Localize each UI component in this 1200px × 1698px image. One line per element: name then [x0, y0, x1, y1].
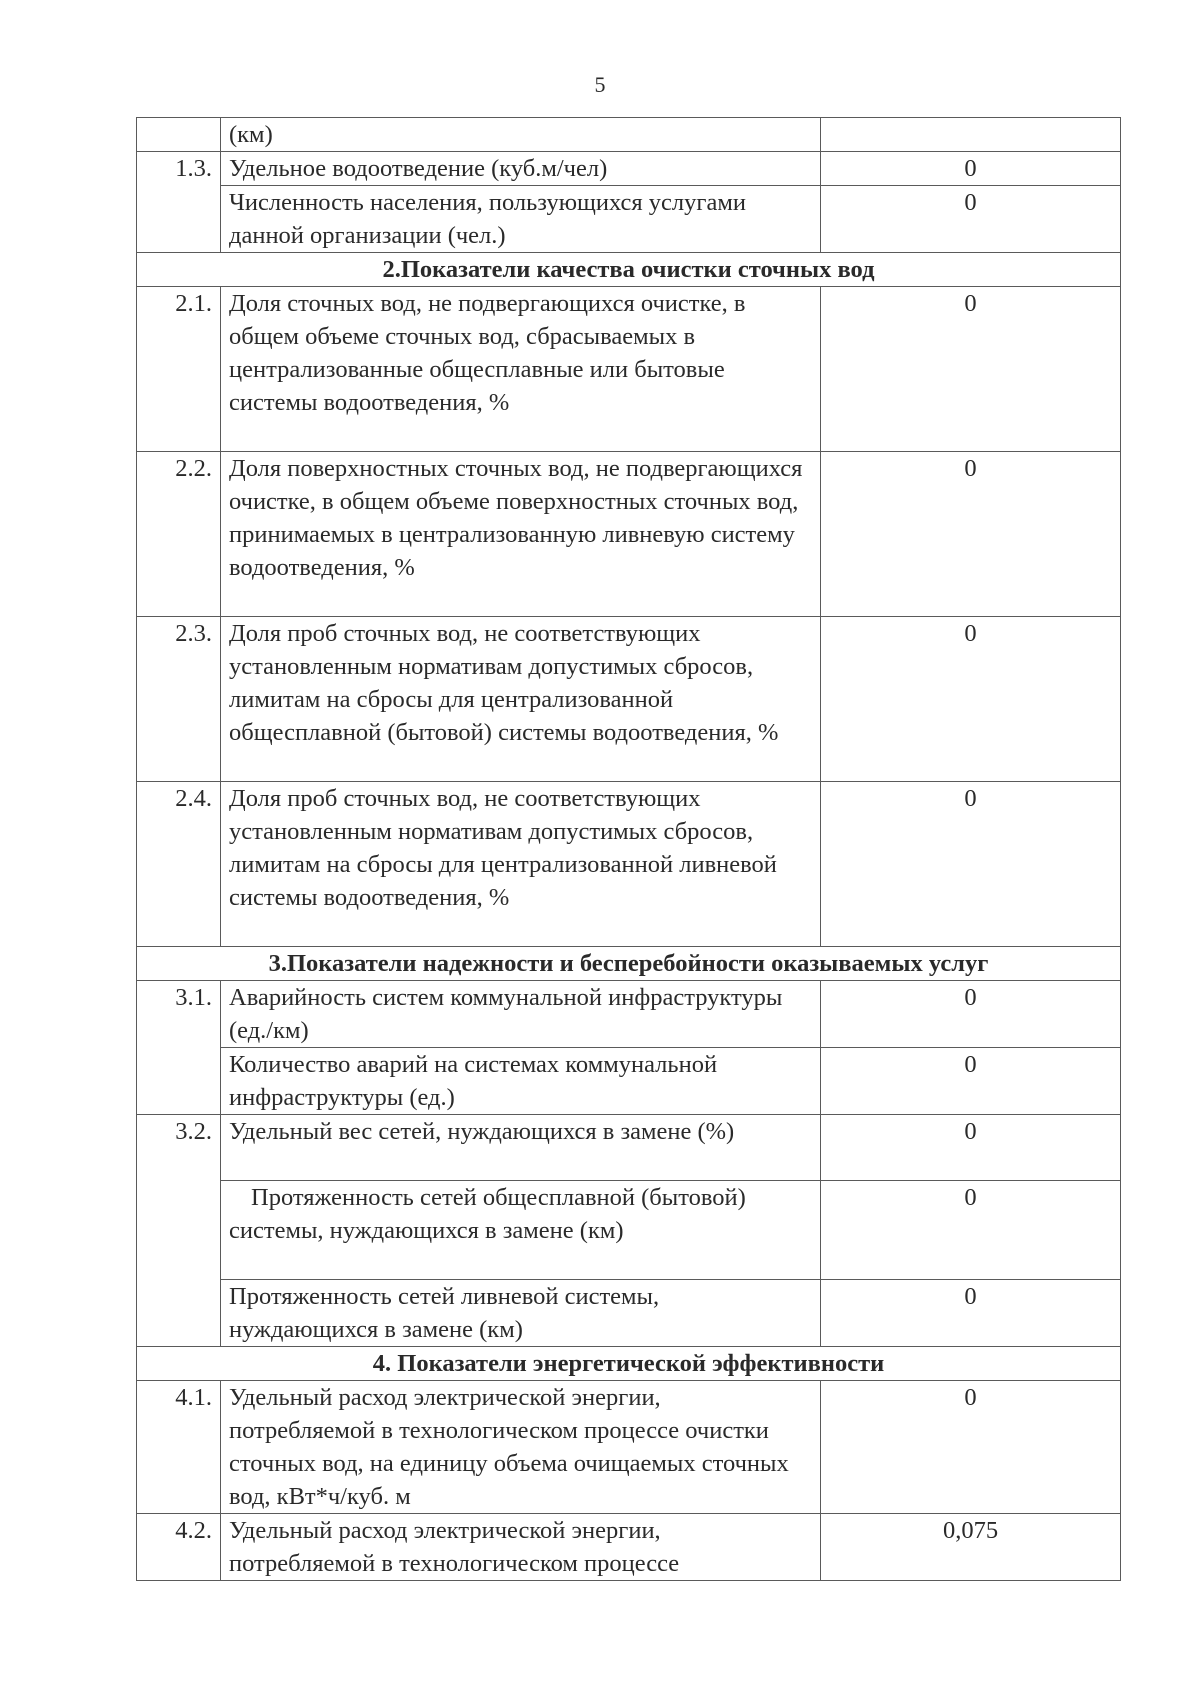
section-title: 2.Показатели качества очистки сточных вод: [137, 253, 1121, 287]
indicators-table: [136, 117, 1121, 1581]
row-value: 0: [821, 1181, 1121, 1280]
row-indicator: Доля проб сточных вод, не соответствующих установленным нормативам допустимых сбросов, лимитам на сбросы для централизованной ливневой системы водоотведения, %: [221, 782, 821, 947]
row-value: 0: [821, 782, 1121, 947]
row-number: 3.2.: [137, 1115, 221, 1347]
row-indicator: Доля поверхностных сточных вод, не подвергающихся очистке, в общем объеме поверхностных сточных вод, принимаемых в централизованную ливневую систему водоотведения, %: [221, 452, 821, 617]
section-header-row: [137, 1347, 1121, 1381]
row-value: 0: [821, 1115, 1121, 1181]
table-row: [137, 981, 1121, 1048]
table-row: [137, 287, 1121, 452]
row-number: 3.1.: [137, 981, 221, 1115]
row-value: 0: [821, 152, 1121, 186]
section-header-row: [137, 947, 1121, 981]
row-value: 0: [821, 186, 1121, 253]
section-title: 4. Показатели энергетической эффективности: [137, 1347, 1121, 1381]
row-indicator: Численность населения, пользующихся услугами данной организации (чел.): [221, 186, 821, 253]
row-number: 2.3.: [137, 617, 221, 782]
row-indicator: Удельный расход электрической энергии, потребляемой в технологическом процессе очистки сточных вод, на единицу объема очищаемых сточных вод, кВт*ч/куб. м: [221, 1381, 821, 1514]
row-number: 2.1.: [137, 287, 221, 452]
table-row: [137, 186, 1121, 253]
table-row: [137, 152, 1121, 186]
row-value: 0: [821, 452, 1121, 617]
row-value: 0: [821, 1048, 1121, 1115]
row-indicator: Удельное водоотведение (куб.м/чел): [221, 152, 821, 186]
table-row: [137, 1280, 1121, 1347]
row-indicator: Протяженность сетей общесплавной (бытовой) системы, нуждающихся в замене (км): [221, 1181, 821, 1280]
page-number: 5: [594, 72, 606, 97]
row-number: 4.1.: [137, 1381, 221, 1514]
row-indicator: Доля сточных вод, не подвергающихся очистке, в общем объеме сточных вод, сбрасываемых в централизованные общесплавные или бытовые системы водоотведения, %: [221, 287, 821, 452]
row-number: 2.2.: [137, 452, 221, 617]
table-row: [137, 782, 1121, 947]
row-number: 4.2.: [137, 1514, 221, 1581]
section-title: 3.Показатели надежности и бесперебойности оказываемых услуг: [137, 947, 1121, 981]
row-number: 1.3.: [137, 152, 221, 253]
row-value: 0: [821, 287, 1121, 452]
row-value: 0: [821, 1280, 1121, 1347]
table-row: [137, 617, 1121, 782]
row-number: [137, 118, 221, 152]
row-value: 0: [821, 981, 1121, 1048]
table-row: [137, 1181, 1121, 1280]
row-number: 2.4.: [137, 782, 221, 947]
row-indicator: Протяженность сетей ливневой системы, нуждающихся в замене (км): [221, 1280, 821, 1347]
row-value: 0: [821, 617, 1121, 782]
row-value: 0: [821, 1381, 1121, 1514]
table-row: [137, 1381, 1121, 1514]
row-indicator: (км): [221, 118, 821, 152]
table-row: [137, 1115, 1121, 1181]
table-row: [137, 1048, 1121, 1115]
row-indicator: Удельный вес сетей, нуждающихся в замене (%): [221, 1115, 821, 1181]
table-row: [137, 452, 1121, 617]
row-indicator: Удельный расход электрической энергии, потребляемой в технологическом процессе: [221, 1514, 821, 1581]
row-value: [821, 118, 1121, 152]
table-row: [137, 118, 1121, 152]
row-value: 0,075: [821, 1514, 1121, 1581]
section-header-row: [137, 253, 1121, 287]
table-row: [137, 1514, 1121, 1581]
row-indicator: Доля проб сточных вод, не соответствующих установленным нормативам допустимых сбросов, лимитам на сбросы для централизованной общесплавной (бытовой) системы водоотведения, %: [221, 617, 821, 782]
row-indicator: Аварийность систем коммунальной инфраструктуры (ед./км): [221, 981, 821, 1048]
row-indicator: Количество аварий на системах коммунальной инфраструктуры (ед.): [221, 1048, 821, 1115]
